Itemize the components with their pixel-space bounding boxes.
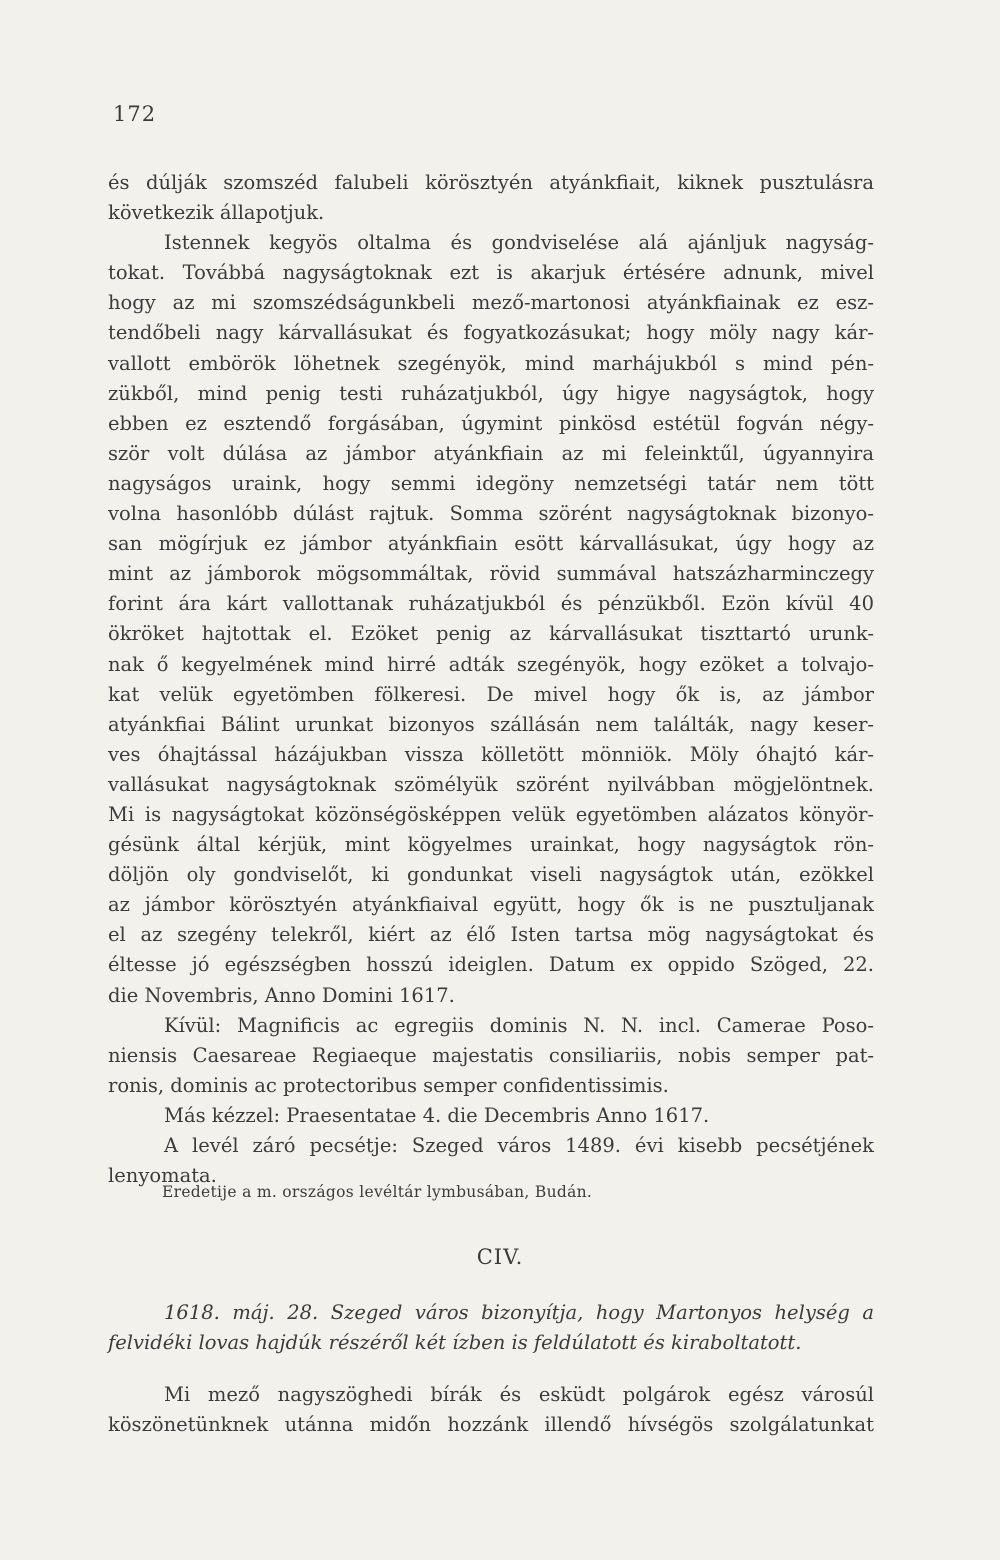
source-note: Eredetije a m. országos levéltár lymbusában, Budán. — [162, 1183, 593, 1201]
section-heading: CIV. — [476, 1245, 524, 1269]
text-line: az jámbor körösztyén atyánkfiaival együtt, hogy ők is ne pusztuljanak — [108, 893, 874, 917]
text-line: A levél záró pecsétje: Szeged város 1489. évi kisebb pecsétjének — [164, 1134, 874, 1157]
text-line: mint az jámborok mögsommáltak, rövid summával hatszázharminczegy — [108, 562, 874, 586]
text-line: forint ára kárt vallottanak ruházatjukból és pénzükből. Ezön kívül 40 — [108, 592, 874, 616]
text-line: nagyságos uraink, hogy semmi idegöny nemzetségi tatár nem tött — [108, 471, 874, 495]
summary-line: 1618. máj. 28. Szeged város bizonyítja, hogy Martonyos helység a — [164, 1301, 874, 1324]
page-number: 172 — [113, 102, 157, 126]
text-line: vallásukat nagyságtoknak szömélyük szörént nyilvábban mögjelöntnek. — [108, 772, 874, 796]
text-line: ebben ez esztendő forgásában, úgymint pinkösd estétül fogván négy- — [108, 411, 874, 435]
text-line: ronis, dominis ac protectoribus semper confidentissimis. — [108, 1073, 669, 1097]
document-body — [108, 1380, 874, 1440]
text-line: hogy az mi szomszédságunkbeli mező-martonosi atyánkfiainak ez esz- — [108, 291, 874, 315]
text-line: volna hasonlóbb dúlást rajtuk. Somma szörént nagyságtoknak bizonyo- — [108, 502, 874, 526]
text-line: Más kézzel: Praesentatae 4. die Decembris Anno 1617. — [164, 1103, 710, 1127]
text-line: die Novembris, Anno Domini 1617. — [108, 983, 455, 1007]
text-line: zükből, mind penig testi ruházatjukból, úgy higye nagyságtok, hogy — [108, 381, 874, 405]
text-line: tokat. Továbbá nagyságtoknak ezt is akarjuk értésére adnunk, mivel — [108, 261, 874, 285]
text-line: Kívül: Magnificis ac egregiis dominis N. N. incl. Camerae Poso- — [164, 1013, 874, 1037]
text-line: lenyomata. — [108, 1164, 217, 1188]
text-line: niensis Caesareae Regiaeque majestatis consiliariis, nobis semper pat- — [108, 1043, 874, 1067]
text-line: következik állapotjuk. — [108, 201, 325, 225]
text-line: Mi is nagyságtokat közönségösképpen velük egyetömben alázatos könyör- — [108, 802, 874, 826]
text-line: döljön oly gondviselőt, ki gondunkat viseli nagyságtok után, ezökkel — [108, 863, 874, 887]
text-line: ször volt dúlása az jámbor atyánkfiain az mi feleinktűl, úgyannyira — [108, 441, 874, 465]
text-line: atyánkfiai Bálint urunkat bizonyos szállásán nem találták, nagy keser- — [108, 712, 874, 736]
main-text — [108, 168, 874, 1191]
text-line: ves óhajtással házájukban vissza kölletött mönniök. Möly óhajtó kár- — [108, 742, 874, 766]
text-line: és dúlják szomszéd falubeli körösztyén atyánkfiait, kiknek pusztulásra — [108, 171, 874, 194]
body-line: Mi mező nagyszöghedi bírák és esküdt polgárok egész városúl — [164, 1383, 874, 1406]
text-line: kat velük egyetömben fölkeresi. De mivel hogy ők is, az jámbor — [108, 682, 874, 706]
text-line: gésünk által kérjük, mint kögyelmes urainkat, hogy nagyságtok rön- — [108, 833, 874, 857]
text-line: vallott embörök löhetnek szegényök, mind marhájukból s mind pén- — [108, 351, 874, 375]
text-line: tendőbeli nagy kárvallásukat és fogyatkozásukat; hogy möly nagy kár- — [108, 321, 874, 345]
text-line: éltesse jó egészségben hosszú ideiglen. Datum ex oppido Szöged, 22. — [108, 953, 874, 977]
document-summary — [108, 1298, 874, 1358]
text-line: el az szegény telekről, kiért az élő Isten tartsa mög nagyságtokat és — [108, 923, 874, 947]
text-line: san mögírjuk ez jámbor atyánkfiain esött kárvallásukat, úgy hogy az — [108, 532, 874, 556]
text-line: Istennek kegyös oltalma és gondviselése alá ajánljuk nagyság- — [164, 231, 874, 255]
text-line: nak ő kegyelmének mind hirré adták szegényök, hogy ezöket a tolvajo- — [108, 652, 874, 676]
summary-line: felvidéki lovas hajdúk részéről két ízben is feldúlatott és kiraboltatott. — [108, 1331, 802, 1354]
body-line: köszönetünknek utánna midőn hozzánk illendő hívségös szolgálatunkat — [108, 1413, 874, 1437]
text-line: ökröket hajtottak el. Ezöket penig az kárvallásukat tiszttartó urunk- — [108, 622, 874, 646]
